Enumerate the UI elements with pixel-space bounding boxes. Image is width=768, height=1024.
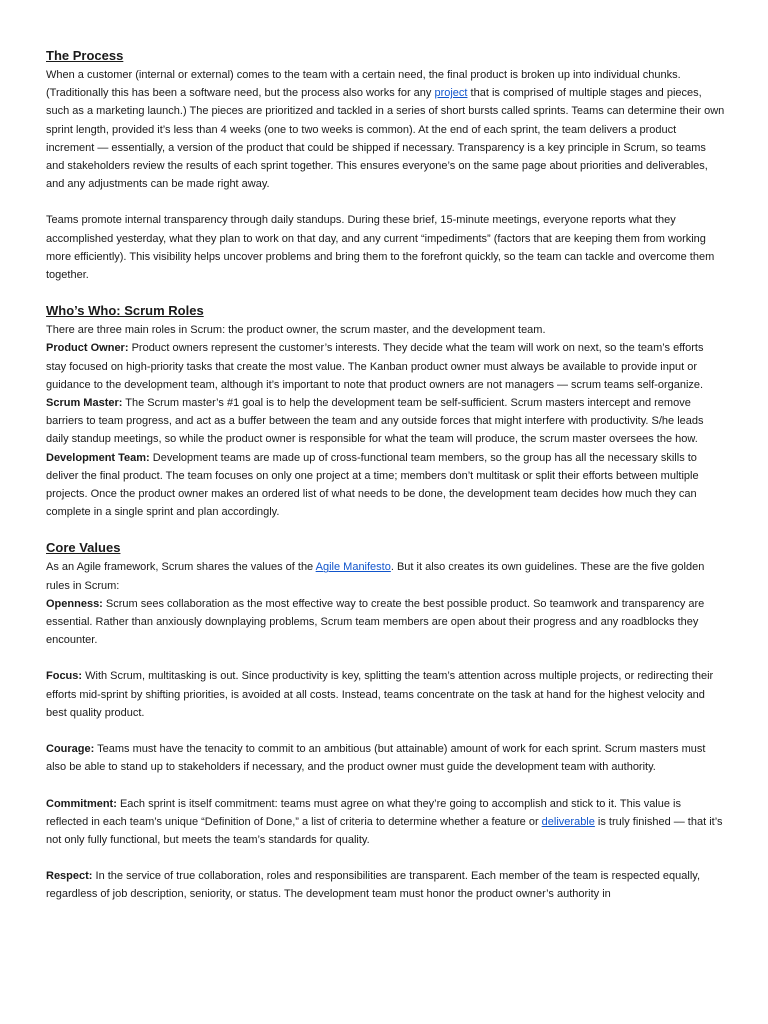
role-text: Product owners represent the customer’s interests. They decide what the team will work on next, so the team’s efforts stay focused on high-priority tasks that create the most value. The Kanban product owner must always be available to provide input or guidance to the development team, although it’s important to note that product owners are not managers — scrum teams self-organize. [46,342,704,391]
values-intro [46,558,726,594]
text-span: As an Agile framework, Scrum shares the values of the [46,561,316,574]
text-span: that is comprised of multiple stages and pieces, such as a marketing launch.) The pieces are prioritized and tackled in a series of short bursts called sprints. Teams can determine their own sprint length, provided it’s less than 4 weeks (one to two weeks is common). At the end of each sprint, the team delivers a product increment — essentially, a version of the product that could be shipped if necessary. Transparency is a key principle in Scrum, so teams and stakeholders review the results of each sprint together. This ensures everyone’s on the same page about priorities and deliverables, and any adjustments can be made right away. [46,87,725,191]
text-span: . But it also creates its own guidelines. These are the five golden rules in Scrum: [46,561,705,592]
role-text: Development teams are made up of cross-functional team members, so the group has all the necessary skills to deliver the final product. The team focuses on only one project at a time; members don’t multitask or split their efforts between multiple projects. Once the product owner makes an ordered list of what needs to be done, the development team decides how much they can complete in a single sprint and plan accordingly. [46,451,699,519]
value-text: is truly finished — that it’s not only fully functional, but meets the team’s standards for quality. [46,815,723,846]
section-heading-core-values: Core Values [46,540,121,556]
role-scrum-master [46,394,726,449]
role-label: Product Owner: [46,342,129,355]
value-openness [46,595,726,650]
value-text: With Scrum, multitasking is out. Since productivity is key, splitting the team’s attention across multiple projects, or redirecting their efforts mid-sprint by shifting priorities, is avoided at all costs. Instead, teams concentrate on the task at hand for the highest velocity and best quality product. [46,670,714,719]
process-paragraph-2: Teams promote internal transparency through daily standups. During these brief, 15-minute meetings, everyone reports what they accomplished yesterday, what they plan to work on that day, and any current “impediments” (factors that are keeping them from working more efficiently). This visibility helps uncover problems and bring them to the forefront quickly, so the team can tackle and overcome them together. [46,214,715,282]
role-development-team [46,449,726,522]
role-text: The Scrum master’s #1 goal is to help the development team be self-sufficient. Scrum masters intercept and remove barriers to team progress, and act as a buffer between the team and any outside forces that might interfere with productivity. S/he leads daily standup meetings, so while the product owner is responsible for what the team will produce, the scrum master oversees the how. [46,397,704,446]
value-commitment [46,795,726,850]
project-link[interactable]: project [434,87,468,100]
section-heading-process: The Process [46,48,124,63]
value-text: In the service of true collaboration, roles and responsibilities are transparent. Each member of the team is respected equally, regardless of job description, seniority, or status. The development team must honor the product owner’s authority in [46,870,701,901]
role-label: Scrum Master: [46,397,123,410]
value-label: Openness: [46,597,103,610]
value-respect [46,867,726,903]
role-product-owner [46,339,726,394]
deliverable-link[interactable]: deliverable [541,815,595,828]
value-label: Respect: [46,870,93,883]
process-paragraph-1 [46,66,726,193]
value-label: Commitment: [46,797,117,810]
agile-manifesto-link[interactable]: Agile Manifesto [315,561,391,574]
value-text: Each sprint is itself commitment: teams must agree on what they’re going to accomplish and stick to it. This value is reflected in each team’s unique “Definition of Done,” a list of criteria to determine whether a feature or [46,797,681,828]
role-label: Development Team: [46,451,150,464]
document-page [46,46,726,904]
value-text: Teams must have the tenacity to commit to an ambitious (but attainable) amount of work for each sprint. Scrum masters must also be able to stand up to stakeholders if necessary, and the product owner must guide the development team with authority. [46,743,706,774]
value-text: Scrum sees collaboration as the most effective way to create the best possible product. So teamwork and transparency are essential. Rather than anxiously downplaying problems, Scrum team members are open about their progress and any roadblocks they encounter. [46,597,705,647]
section-heading-roles: Who’s Who: Scrum Roles [46,303,204,319]
value-courage [46,740,726,776]
roles-intro: There are three main roles in Scrum: the product owner, the scrum master, and the development team. [46,324,546,337]
value-label: Courage: [46,743,95,756]
value-focus [46,667,726,722]
text-span: When a customer (internal or external) comes to the team with a certain need, the final product is broken up into individual chunks. (Traditionally this has been a software need, but the process also works for any [46,69,681,100]
value-label: Focus: [46,670,83,683]
